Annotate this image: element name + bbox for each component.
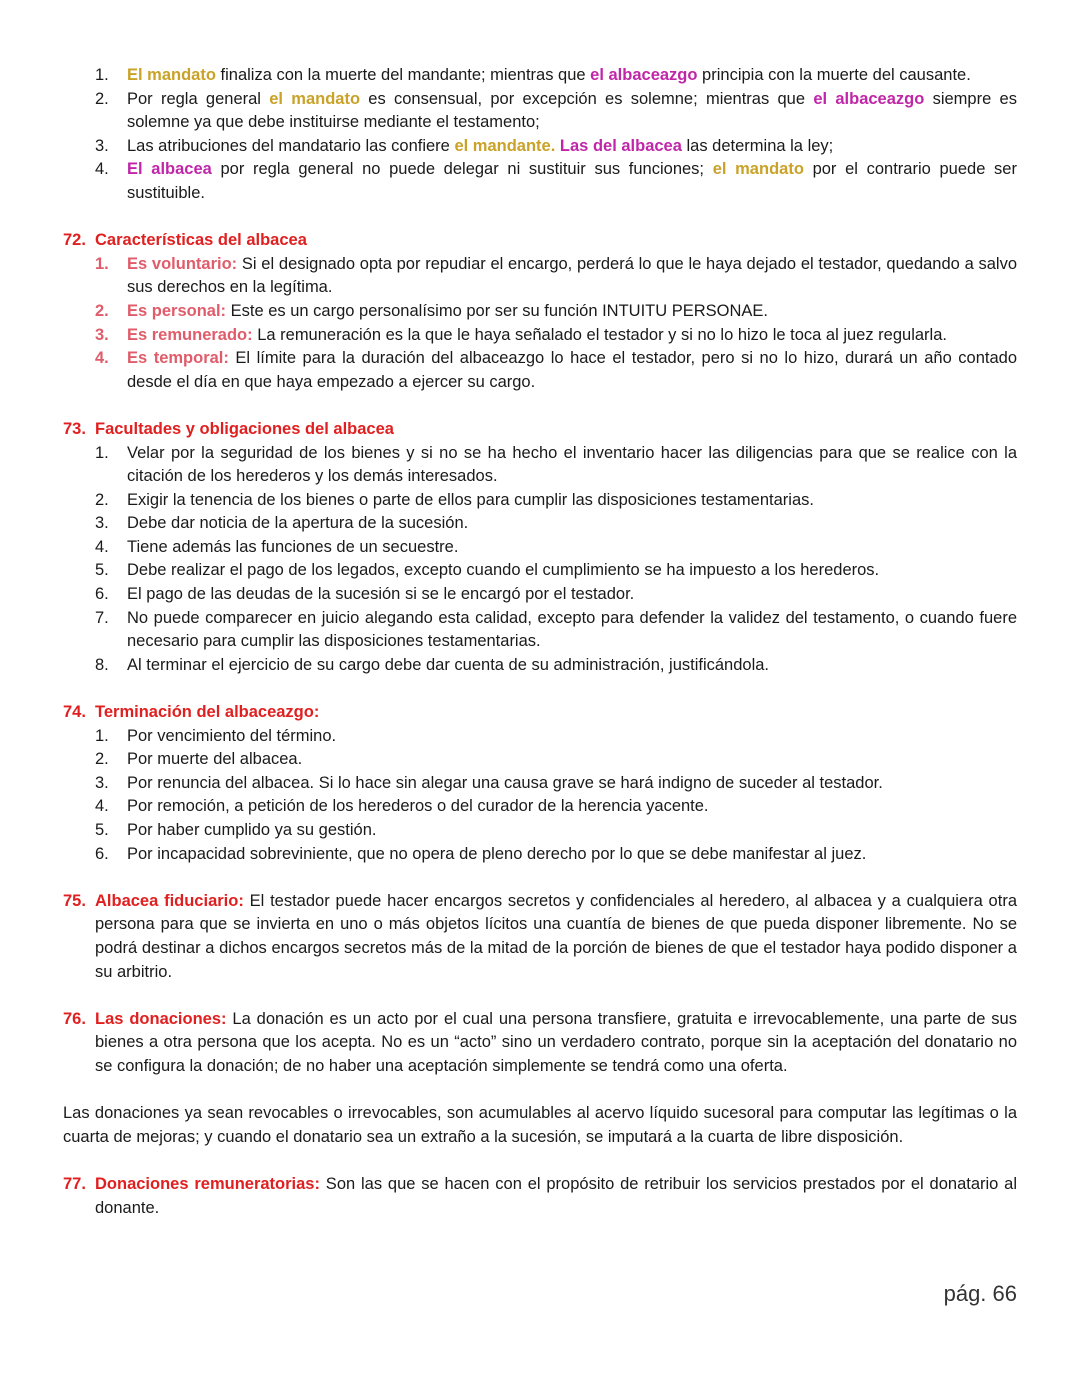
document-page (63, 64, 1017, 1220)
list-item: 5. Por haber cumplido ya su gestión. (95, 821, 377, 839)
text-run: finaliza con la muerte del mandante; mientras que (215, 66, 591, 84)
highlighted-term: Las del albacea (559, 136, 682, 155)
section-text: La donación es un acto por el cual una persona transfiere, gratuita e irrevocablemente, una parte de sus bienes a otra persona que los acepta. No es un “acto” sino un verdadero contrato, porque sin la aceptación del donatario no se configura la donación; de no haber una aceptación simplemente se tendrá como una oferta. (95, 1009, 1017, 1075)
text-run: siempre es solemne ya que debe instituirse mediante el testamento; (127, 89, 1017, 132)
rich-text (127, 137, 833, 155)
list-item: 3. Las atribuciones del mandatario las confiere el mandante. Las del albacea las determina la ley; (95, 136, 834, 155)
list-item: 1. Por vencimiento del término. (95, 726, 337, 745)
highlighted-term: el mandato (712, 160, 804, 179)
highlighted-term: el albaceazgo (813, 89, 925, 108)
list-item: 1. El mandato finaliza con la muerte del mandante; mientras que el albaceazgo principia con la muerte del causante. (95, 66, 971, 84)
text-run: es consensual, por excepción es solemne; mientras que (360, 89, 814, 108)
section-72 (63, 229, 1017, 394)
section-73 (63, 418, 1017, 678)
highlighted-term: el albaceazgo (590, 66, 698, 84)
termination-list (63, 725, 1017, 867)
text-run: Por regla general (127, 89, 270, 108)
list-item: 2. Por regla general el mandato es consensual, por excepción es solemne; mientras que el albaceazgo siempre es solemne ya que debe instituirse mediante el testamento; (95, 89, 1017, 132)
list-item: 1. Es voluntario: Si el designado opta por repudiar el encargo, perderá lo que le haya dejado el testador, quedando a salvo sus derechos en la legítima. (95, 254, 1017, 297)
section-heading: 77. Donaciones remuneratorias: Son las que se hacen con el propósito de retribuir los servicios prestados por el donatario al donante. (63, 1174, 1018, 1217)
section-74 (63, 701, 1017, 866)
page-number: pág. 66 (943, 1281, 1017, 1306)
list-item: 1. Velar por la seguridad de los bienes y si no se ha hecho el inventario hacer las diligencias para que se realice con la citación de los herederos y los demás interesados. (95, 443, 1017, 486)
list-item: 4. Por remoción, a petición de los herederos o del curador de la herencia yacente. (95, 797, 709, 816)
highlighted-term: El mandato (127, 66, 216, 84)
section-text: Son las que se hacen con el propósito de retribuir los servicios prestados por el donatario al donante. (95, 1174, 1018, 1217)
rich-text (127, 66, 971, 84)
section-75 (63, 890, 1017, 984)
section-heading: 76. Las donaciones: La donación es un acto por el cual una persona transfiere, gratuita e irrevocablemente, una parte de sus bienes a otra persona que los acepta. No es un “acto” sino un verdadero contrato, porque sin la aceptación del donatario no se configura la donación; de no haber una aceptación simplemente se tendrá como una oferta. (63, 1009, 1017, 1075)
section-heading: 75. Albacea fiduciario: El testador puede hacer encargos secretos y confidenciales al heredero, al albacea y a cualquiera otra persona para que se invierta en uno o más objetos lícitos una cuantía de bienes de que pueda disponer libremente. No se podrá destinar a dichos encargos secretos más de la mitad de la porción de bienes de que el testador haya podido disponer a su arbitrio. (63, 891, 1017, 981)
mandato-vs-albaceazgo-list (63, 64, 1017, 206)
highlighted-term: El albacea (127, 160, 212, 179)
list-item: 3. Debe dar noticia de la apertura de la sucesión. (95, 514, 469, 533)
section-heading: 73. Facultades y obligaciones del albacea (63, 419, 394, 438)
list-item: 4. Tiene además las funciones de un secuestre. (95, 537, 459, 556)
characteristics-list (63, 253, 1017, 395)
list-item: 8. Al terminar el ejercicio de su cargo debe dar cuenta de su administración, justificándola. (95, 655, 770, 674)
highlighted-term: el mandato (269, 89, 361, 108)
list-item: 2. Es personal: Este es un cargo personalísimo por ser su función INTUITU PERSONAE. (95, 301, 769, 320)
duties-list (63, 442, 1017, 678)
paragraph-donaciones: Las donaciones ya sean revocables o irrevocables, son acumulables al acervo líquido sucesoral para computar las legítimas o la cuarta de mejoras; y cuando el donatario sea un extraño a la sucesión, se imputará a la cuarta de libre disposición. (63, 1104, 1017, 1146)
list-item: 2. Por muerte del albacea. (95, 750, 303, 769)
list-item: 5. Debe realizar el pago de los legados, excepto cuando el cumplimiento se ha impuesto a los herederos. (95, 561, 880, 580)
section-76 (63, 1008, 1017, 1079)
text-run: Las atribuciones del mandatario las confiere (127, 136, 455, 155)
list-item: 6. Por incapacidad sobreviniente, que no opera de pleno derecho por lo que se debe manifestar al juez. (95, 844, 867, 863)
list-item: 3. Es remunerado: La remuneración es la que le haya señalado el testador y si no lo hizo le toca al juez regularla. (95, 325, 947, 344)
section-heading: 74. Terminación del albaceazgo: (63, 703, 320, 722)
highlighted-term: el mandante. (454, 136, 556, 155)
section-heading: 72. Características del albacea (63, 231, 307, 250)
list-item: 3. Por renuncia del albacea. Si lo hace sin alegar una causa grave se hará indigno de suceder al testador. (95, 773, 883, 792)
list-item: 6. El pago de las deudas de la sucesión si se le encargó por el testador. (95, 585, 635, 604)
list-item: 2. Exigir la tenencia de los bienes o parte de ellos para cumplir las disposiciones testamentarias. (95, 490, 814, 509)
section-77 (63, 1173, 1017, 1220)
rich-text (127, 160, 1017, 202)
text-run: principia con la muerte del causante. (697, 66, 971, 84)
text-run: las determina la ley; (681, 136, 834, 155)
text-run: por el contrario puede ser sustituible. (127, 160, 1017, 202)
list-item: 7. No puede comparecer en juicio alegando esta calidad, excepto para defender la validez del testamento, o cuando fuere necesario para cumplir las disposiciones testamentarias. (95, 608, 1017, 651)
section-text: El testador puede hacer encargos secretos y confidenciales al heredero, al albacea y a cualquiera otra persona para que se invierta en uno o más objetos lícitos una cuantía de bienes de que pueda disponer libremente. No se podrá destinar a dichos encargos secretos más de la mitad de la porción de bienes de que el testador haya podido disponer a su arbitrio. (95, 891, 1017, 981)
list-item: 4. El albacea por regla general no puede delegar ni sustituir sus funciones; el mandato por el contrario puede ser sustituible. (95, 160, 1017, 202)
rich-text (127, 90, 1017, 132)
text-run: por regla general no puede delegar ni sustituir sus funciones; (211, 160, 713, 179)
list-item: 4. Es temporal: El límite para la duración del albaceazgo lo hace el testador, pero si no lo hizo, durará un año contado desde el día en que haya empezado a ejercer su cargo. (95, 349, 1017, 391)
